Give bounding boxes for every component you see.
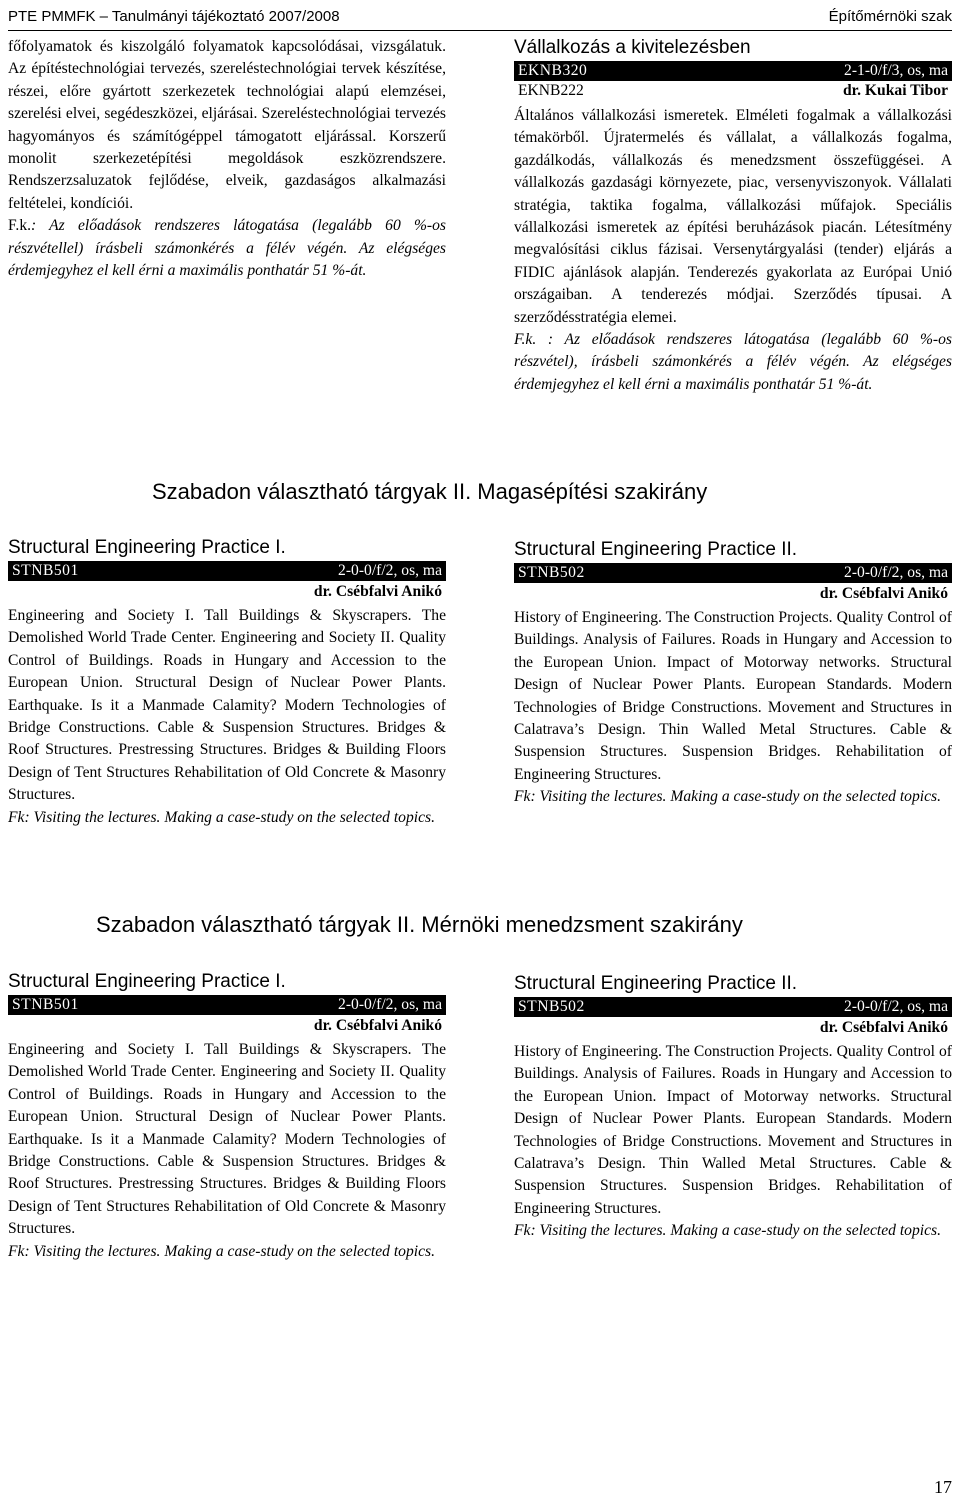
course-body: Engineering and Society I. Tall Buildings & Skyscrapers. The Demolished World Trade Center. Engineering and Society II. Quality Control of Buildings. Roads in Hungary and Accession to the European Union. Structural Design of Nuclear Power Plants. Earthquake. Is it a Manmade Calamity? Modern Technologies of Bridge Constructions. Cable & Suspension Structures. Bridges & Roof Structures. Prestressing Structures. Bridges & Building Floors Design of Tent Structures Rehabilitation of Old Concrete & Masonry Structures. — [8, 1041, 446, 1238]
course-credits: 2-1-0/f/3, os, ma — [844, 62, 948, 79]
section-title: Szabadon választható tárgyak II. Magasépítési szakirány — [152, 479, 708, 504]
header-left: PTE PMMFK – Tanulmányi tájékoztató 2007/2008 — [8, 8, 340, 25]
fk-text: : Az előadások rendszeres látogatása (legalább 60 %-os részvétel), írásbeli számonkérés a félév végén. Az elégséges érdemjegyhez el kell érni a maximális ponthatár 51 %-át. — [514, 331, 952, 393]
course-code: STNB501 — [12, 996, 79, 1013]
course-body: History of Engineering. The Construction Projects. Quality Control of Buildings. Analysis of Failures. Roads in Hungary and Accession to the European Union. Impact of Motorway networks. Structural Design of Nuclear Power Plants. European Standards. Modern Technologies of Bridge Constructions. Movement and Structures in Calatrava’s Design. Thin Walled Metal Structures. Cable & Suspension Structures. Suspension Bridges. Rehabilitation of Engineering Structures. — [514, 609, 952, 783]
course-title: Structural Engineering Practice I. — [8, 537, 286, 558]
course-code-bar — [514, 61, 952, 81]
course-fk: Fk: Visiting the lectures. Making a case-study on the selected topics. — [8, 808, 435, 826]
course-lecturer: dr. Csébfalvi Anikó — [313, 1017, 442, 1034]
section1-right-course — [514, 538, 952, 809]
course-fk — [8, 215, 446, 282]
course-fk: Fk: Visiting the lectures. Making a case-study on the selected topics. — [514, 788, 941, 806]
course-body: History of Engineering. The Construction Projects. Quality Control of Buildings. Analysis of Failures. Roads in Hungary and Accession to the European Union. Impact of Motorway networks. Structural Design of Nuclear Power Plants. European Standards. Modern Technologies of Bridge Constructions. Movement and Structures in Calatrava’s Design. Thin Walled Metal Structures. Cable & Suspension Structures. Suspension Bridges. Rehabilitation of Engineering Structures. — [514, 1043, 952, 1217]
course-lecturer: dr. Csébfalvi Anikó — [819, 585, 948, 602]
course-credits: 2-0-0/f/2, os, ma — [844, 564, 948, 581]
section1-left-course — [8, 536, 446, 829]
course-credits: 2-0-0/f/2, os, ma — [338, 562, 442, 579]
top-left-column — [8, 36, 446, 282]
section2-left-course — [8, 970, 446, 1263]
course-credits: 2-0-0/f/2, os, ma — [844, 998, 948, 1015]
course-code-bar — [514, 997, 952, 1017]
course-code: STNB502 — [518, 564, 585, 581]
course-lecturer: dr. Kukai Tibor — [842, 82, 948, 99]
course-code: EKNB320 — [518, 62, 588, 79]
section2-right-course — [514, 972, 952, 1243]
course-title: Structural Engineering Practice II. — [514, 539, 798, 560]
course-title: Vállalkozás a kivitelezésben — [514, 37, 751, 58]
course-lecturer: dr. Csébfalvi Anikó — [313, 583, 442, 600]
course-code2-row — [514, 81, 952, 101]
course-body: főfolyamatok és kiszolgáló folyamatok kapcsolódásai, vizsgálatuk. Az építéstechnológiai tervezés, szereléstechnológiai tervek készítése, részei, előre gyártott szerkezetek technológiai alapú elemzései, szerelési elvei, segédeszközei, eljárásai. Szereléstechnológiai tervezés hagyományos és számítógéppel támogatott eljárással. Korszerű monolit szerkezetépítési megoldások eszközrendszere. Rendszerzsaluzatok fejlődése, elveik, gazdaságos alkalmazási feltételei, kondíciói. — [8, 38, 446, 212]
page-number: 17 — [934, 1477, 952, 1497]
fk-text: : Az előadások rendszeres látogatása (legalább 60 %-os részvétellel) írásbeli számonkérés a félév végén. Az elégséges érdemjegyhez el kell érni a maximális ponthatár 51 %-át. — [8, 217, 446, 280]
course-title: Structural Engineering Practice II. — [514, 973, 798, 994]
course-body: Általános vállalkozási ismeretek. Elméleti fogalmak a vállalkozási témakörből. Újratermelés és vállalat, a vállalkozás fogalma, gazdálkodás, vállalkozás és menedzsment összefüggései. A vállalkozás gazdasági környezete, piac, versenyviszonyok. Vállalati stratégia, taktika fogalma, vállalkozási műfajok. Speciális vállalkozási ismeretek az építési beruházások piacán. Létesítmény megvalósítási ciklus fázisai. Versenytárgyalási (tender) eljárás a FIDIC ajánlások alapján. Tenderezés gyakorlata az Európai Unió országaiban. A tenderezés módjai. Szerződés típusai. A szerződésstratégia elemei. — [514, 107, 952, 326]
course-code: STNB501 — [12, 562, 79, 579]
course-code: STNB502 — [518, 998, 585, 1015]
header-right: Építőmérnöki szak — [828, 8, 952, 25]
page-header — [8, 4, 952, 31]
course-body: Engineering and Society I. Tall Buildings & Skyscrapers. The Demolished World Trade Center. Engineering and Society II. Quality Control of Buildings. Roads in Hungary and Accession to the European Union. Structural Design of Nuclear Power Plants. Earthquake. Is it a Manmade Calamity? Modern Technologies of Bridge Constructions. Cable & Suspension Structures. Bridges & Roof Structures. Prestressing Structures. Bridges & Building Floors Design of Tent Structures Rehabilitation of Old Concrete & Masonry Structures. — [8, 607, 446, 804]
section-title: Szabadon választható tárgyak II. Mérnöki menedzsment szakirány — [96, 912, 743, 937]
course-code2: EKNB222 — [518, 82, 584, 99]
course-fk: Fk: Visiting the lectures. Making a case-study on the selected topics. — [514, 1222, 941, 1240]
course-title: Structural Engineering Practice I. — [8, 971, 286, 992]
course-code-bar — [514, 563, 952, 583]
course-fk — [514, 329, 952, 396]
course-code-bar — [8, 561, 446, 581]
course-lecturer: dr. Csébfalvi Anikó — [819, 1019, 948, 1036]
fk-label: F.k. — [8, 217, 32, 235]
course-credits: 2-0-0/f/2, os, ma — [338, 996, 442, 1013]
course-fk: Fk: Visiting the lectures. Making a case-study on the selected topics. — [8, 1242, 435, 1260]
fk-label: F.k. — [514, 331, 537, 349]
top-right-column — [514, 36, 952, 396]
course-code-bar — [8, 995, 446, 1015]
